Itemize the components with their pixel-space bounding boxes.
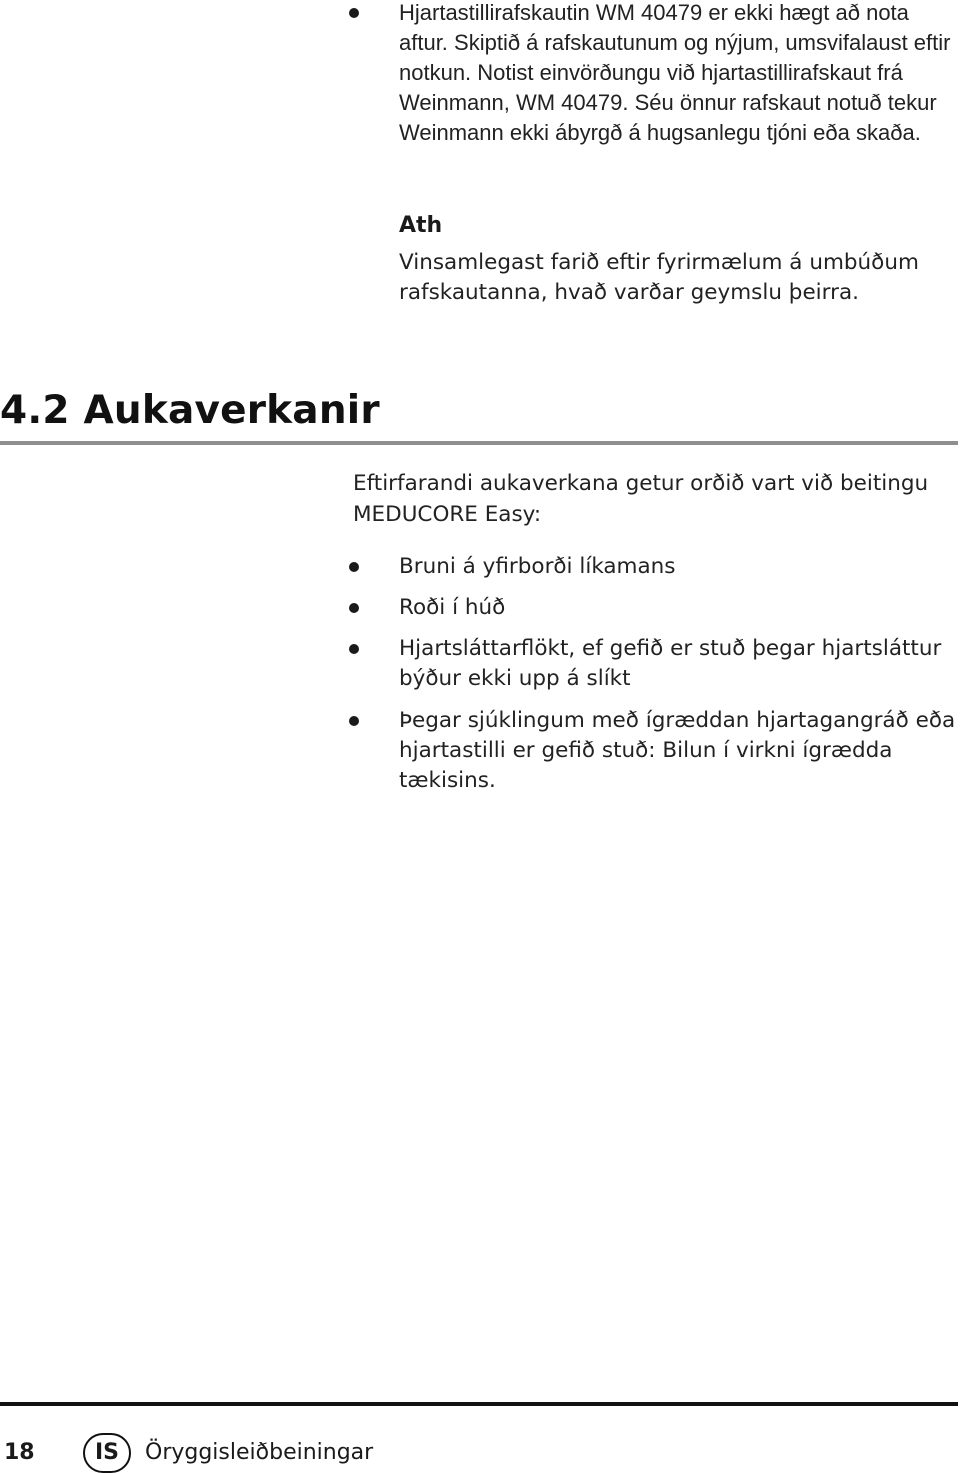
- footer-document-title: Öryggisleiðbeiningar: [145, 1440, 374, 1465]
- page-number: 18: [4, 1440, 35, 1465]
- bullet-icon: [349, 644, 359, 654]
- bullet-icon: [349, 603, 359, 613]
- note-text: Vinsamlegast farið eftir fyrirmælum á umbúðum rafskautanna, hvað varðar geymslu þeirra.: [399, 250, 919, 305]
- section-title: 4.2 Aukaverkanir: [0, 388, 380, 433]
- footer-divider: [0, 1402, 958, 1406]
- bullet-text: Hjartastillirafskautin WM 40479 er ekki hægt að nota aftur. Skiptið á rafskautunum og nýjum, umsvifalaust eftir notkun. Notist einvörðungu við hjartastillirafskaut frá Weinmann, WM 40479. Séu önnur rafskaut notuð tekur Weinmann ekki ábyrgð á hugsanlegu tjóni eða skaða.: [399, 0, 951, 145]
- bullet-icon: [349, 716, 359, 726]
- section-divider: [0, 441, 958, 445]
- bullet-text: Þegar sjúklingum með ígræddan hjartagangráð eða hjartastilli er gefið stuð: Bilun í virkni ígrædda tækisins.: [399, 708, 956, 793]
- section-intro: Eftirfarandi aukaverkana getur orðið vart við beitingu MEDUCORE Easy:: [353, 471, 929, 527]
- language-badge: IS: [83, 1433, 131, 1473]
- bullet-icon: [349, 8, 359, 18]
- bullet-icon: [349, 562, 359, 572]
- bullet-text: Hjartsláttarflökt, ef gefið er stuð þegar hjartsláttur býður ekki upp á slíkt: [399, 636, 942, 691]
- note-heading: Ath: [399, 213, 443, 238]
- bullet-text: Roði í húð: [399, 595, 506, 620]
- bullet-text: Bruni á yfirborði líkamans: [399, 554, 676, 579]
